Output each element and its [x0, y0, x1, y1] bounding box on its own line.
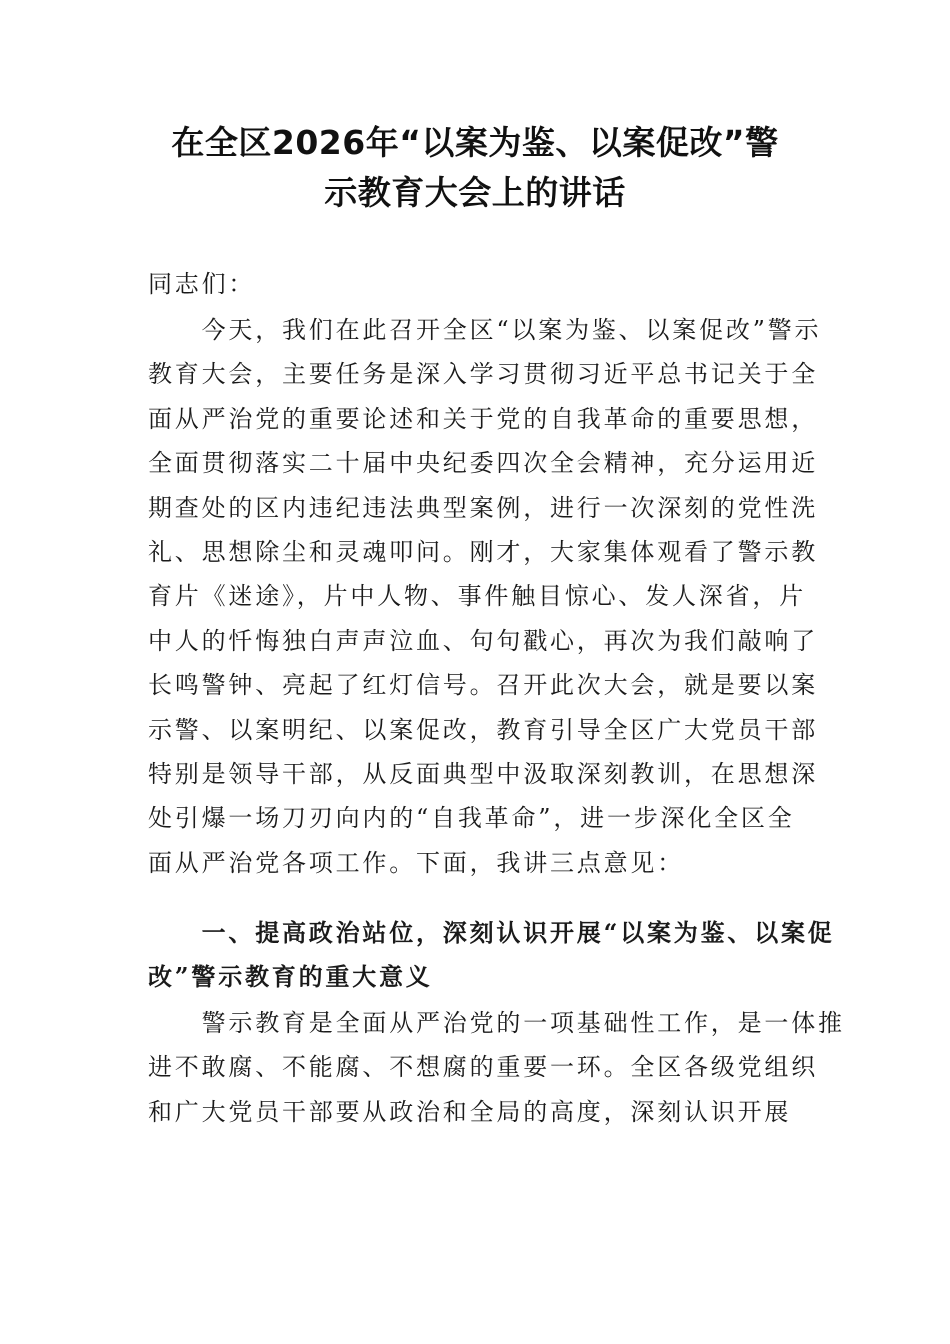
title-line-1: 在全区2026年“以案为鉴、以案促改”警	[171, 123, 779, 162]
salutation	[148, 262, 808, 306]
document-title	[130, 118, 820, 218]
section-heading-1	[148, 911, 835, 1000]
paragraph-line: 示警、以案明纪、以案促改，教育引导全区广大党员干部	[148, 715, 818, 744]
paragraph-line: 警示教育是全面从严治党的一项基础性工作，是一体推	[148, 1009, 845, 1037]
paragraph-line: 和广大党员干部要从政治和全局的高度，深刻认识开展	[148, 1097, 792, 1126]
paragraph-line: 特别是领导干部，从反面典型中汲取深刻教训，在思想深	[148, 759, 818, 788]
paragraph-line: 全面贯彻落实二十届中央纪委四次全会精神，充分运用近	[148, 449, 818, 478]
paragraph-line: 中人的忏悔独白声声泣血、句句戳心，再次为我们敲响了	[148, 626, 818, 655]
paragraph-section-1	[148, 1001, 845, 1134]
title-line-2: 示教育大会上的讲话	[324, 173, 626, 212]
heading-line: 改”警示教育的重大意义	[148, 962, 433, 992]
paragraph-line: 育片《迷途》，片中人物、事件触目惊心、发人深省，片	[148, 582, 806, 611]
paragraph-line: 礼、思想除尘和灵魂叩问。刚才，大家集体观看了警示教	[148, 537, 818, 566]
paragraph-line: 期查处的区内违纪违法典型案例，进行一次深刻的党性洗	[148, 493, 818, 522]
paragraph-line: 面从严治党的重要论述和关于党的自我革命的重要思想，	[148, 404, 818, 433]
paragraph-line: 处引爆一场刀刃向内的“自我革命”，进一步深化全区全	[148, 804, 795, 833]
paragraph-line: 今天，我们在此召开全区“以案为鉴、以案促改”警示	[148, 316, 822, 344]
paragraph-line: 面从严治党各项工作。下面，我讲三点意见：	[148, 848, 684, 877]
heading-line: 一、提高政治站位，深刻认识开展“以案为鉴、以案促	[148, 918, 835, 947]
paragraph-line: 长鸣警钟、亮起了红灯信号。召开此次大会，就是要以案	[148, 671, 818, 700]
salutation-text: 同志们：	[148, 270, 256, 298]
paragraph-line: 教育大会，主要任务是深入学习贯彻习近平总书记关于全	[148, 360, 818, 389]
paragraph-introduction	[148, 308, 822, 885]
paragraph-line: 进不敢腐、不能腐、不想腐的重要一环。全区各级党组织	[148, 1053, 818, 1082]
